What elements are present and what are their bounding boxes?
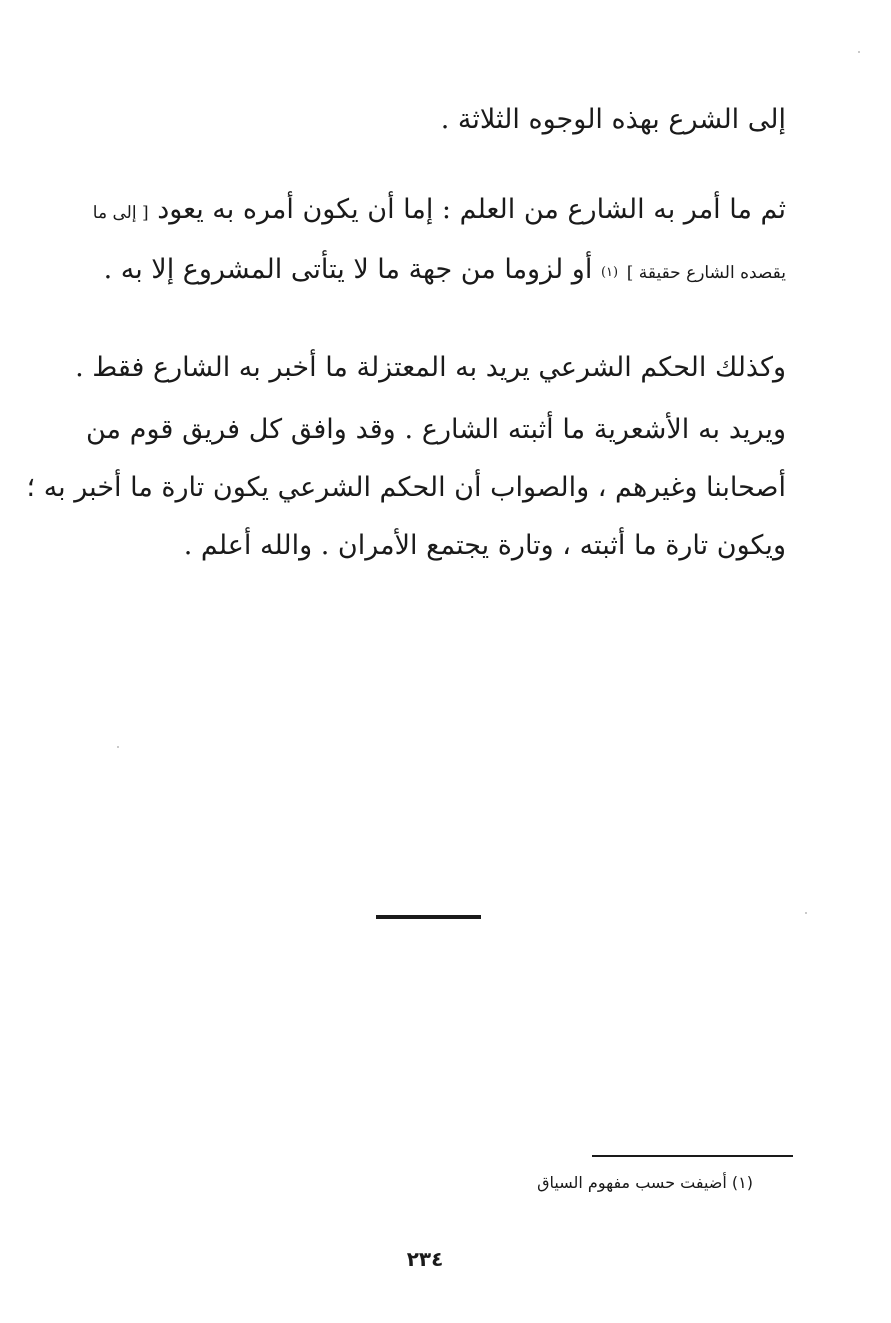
paragraph-3-line-4: ويكون تارة ما أثبته ، وتارة يجتمع الأمران . والله أعلم . — [183, 530, 786, 561]
paragraph-2-line-2 — [104, 250, 786, 293]
scan-speck — [117, 746, 119, 748]
paragraph-3-line-2: ويريد به الأشعرية ما أثبته الشارع . وقد وافق كل فريق قوم من — [86, 414, 786, 445]
paragraph-3-line-1: وكذلك الحكم الشرعي يريد به المعتزلة ما أخبر به الشارع فقط . — [75, 352, 786, 383]
footnote-1: (١) أضيفت حسب مفهوم السياق — [537, 1173, 753, 1192]
scan-speck — [805, 912, 807, 914]
paragraph-3-line-3: أصحابنا وغيرهم ، والصواب أن الحكم الشرعي يكون تارة ما أخبر به ؛ — [26, 472, 786, 503]
paragraph-1-line-1: إلى الشرع بهذه الوجوه الثلاثة . — [440, 104, 786, 135]
section-end-rule — [376, 915, 481, 919]
bracketed-insertion-start: [ إلى ما — [92, 203, 149, 223]
page-number: ٢٣٤ — [406, 1247, 444, 1271]
scan-speck — [858, 51, 860, 53]
paragraph-2-line-1 — [92, 190, 786, 233]
paragraph-2-line-1-main: ثم ما أمر به الشارع من العلم : إما أن يكون أمره به يعود — [157, 194, 786, 225]
bracketed-insertion-end: يقصده الشارع حقيقة ] — [626, 263, 786, 283]
footnote-separator-rule — [592, 1155, 793, 1157]
paragraph-2-line-2-main: أو لزوما من جهة ما لا يتأتى المشروع إلا به . — [103, 254, 593, 285]
footnote-reference: (١) — [600, 265, 619, 280]
